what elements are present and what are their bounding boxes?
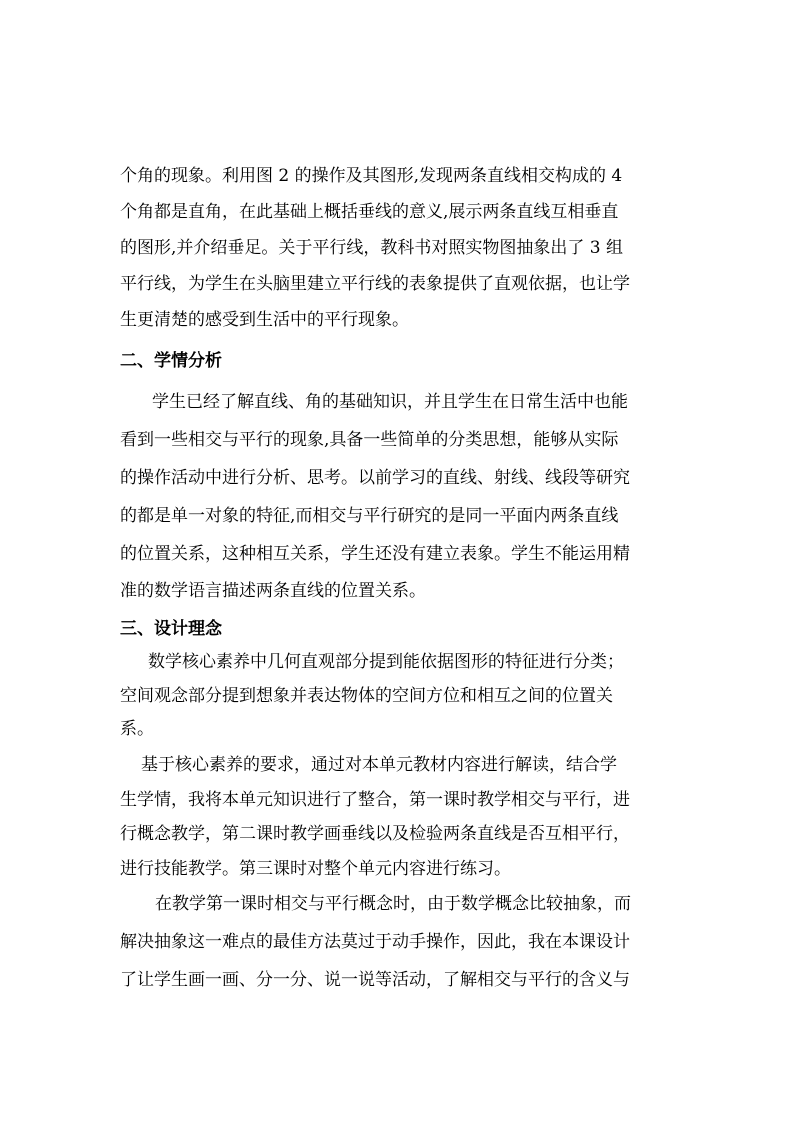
intro-line-1: 个角的现象。利用图 2 的操作及其图形,发现两条直线相交构成的 4 — [120, 166, 623, 186]
section-3-para3-line-2: 解决抽象这一难点的最佳方法莫过于动手操作，因此，我在本课设计 — [120, 932, 630, 952]
section-2-line-5: 的位置关系，这种相互关系，学生还没有建立表象。学生不能运用精 — [120, 544, 630, 564]
section-3-para2-line-4: 进行技能教学。第三课时对整个单元内容进行练习。 — [120, 859, 511, 879]
section-3-para3-line-3: 了让学生画一画、分一分、说一说等活动，了解相交与平行的含义与 — [120, 970, 630, 990]
intro-line-3: 的图形,并介绍垂足。关于平行线，教科书对照实物图抽象出了 3 组 — [120, 238, 624, 258]
section-3-para1-line-2: 空间观念部分提到想象并表达物体的空间方位和相互之间的位置关 — [120, 686, 613, 706]
section-3-para2-line-1: 基于核心素养的要求，通过对本单元教材内容进行解读，结合学 — [141, 755, 617, 775]
intro-line-2: 个角都是直角，在此基础上概括垂线的意义,展示两条直线互相垂直 — [120, 202, 619, 222]
intro-line-4: 平行线，为学生在头脑里建立平行线的表象提供了直观依据，也让学 — [120, 274, 630, 294]
section-2-line-1: 学生已经了解直线、角的基础知识，并且学生在日常生活中也能 — [152, 392, 628, 412]
section-3-para1-line-3: 系。 — [120, 719, 154, 739]
section-3-para3-line-1: 在教学第一课时相交与平行概念时，由于数学概念比较抽象，而 — [155, 894, 631, 914]
section-2-line-4: 的都是单一对象的特征,而相交与平行研究的是同一平面内两条直线 — [120, 506, 619, 526]
section-3-para1-line-1: 数学核心素养中几何直观部分提到能依据图形的特征进行分类； — [148, 652, 624, 672]
section-2-line-6: 准的数学语言描述两条直线的位置关系。 — [120, 581, 426, 601]
section-3-para2-line-3: 行概念教学，第二课时教学画垂线以及检验两条直线是否互相平行， — [120, 824, 630, 844]
section-3-heading: 三、设计理念 — [120, 619, 222, 639]
intro-line-5: 生更清楚的感受到生活中的平行现象。 — [120, 310, 409, 330]
section-2-line-2: 看到一些相交与平行的现象,具备一些简单的分类思想，能够从实际 — [120, 430, 619, 450]
section-2-heading: 二、学情分析 — [120, 351, 222, 371]
section-2-line-3: 的操作活动中进行分析、思考。以前学习的直线、射线、线段等研究 — [120, 468, 630, 488]
section-3-para2-line-2: 生学情，我将本单元知识进行了整合，第一课时教学相交与平行，进 — [120, 790, 630, 810]
